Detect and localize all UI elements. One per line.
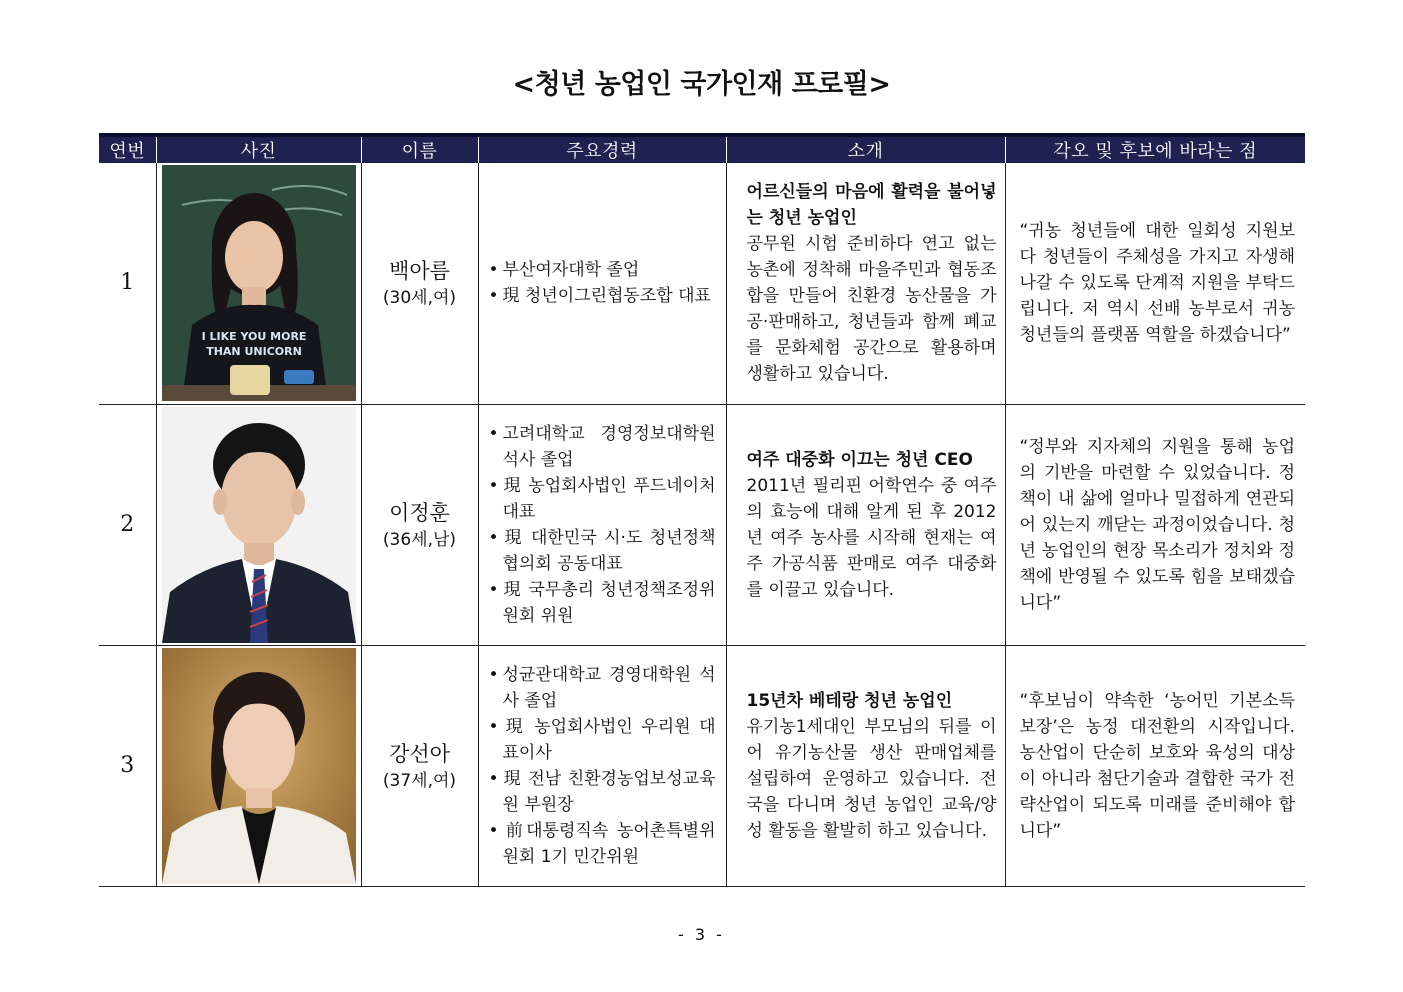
career-item: • 現 대한민국 시·도 청년정책협의회 공동대표 <box>488 527 716 574</box>
career-item: • 現 청년이그린협동조합 대표 <box>488 286 711 307</box>
table-row <box>99 404 1305 645</box>
person-name: 이정훈 <box>389 500 450 525</box>
career-item: • 前대통령직속 농어촌특별위원회 1기 민간위원 <box>488 820 716 867</box>
intro-title: 15년차 베테랑 청년 농업인 <box>746 690 953 711</box>
career-item: • 성균관대학교 경영대학원 석사 졸업 <box>488 664 716 711</box>
svg-text:THAN UNICORN: THAN UNICORN <box>205 345 302 359</box>
person-name: 강선아 <box>389 741 450 766</box>
intro-cell <box>726 404 1005 645</box>
name-cell <box>361 404 478 645</box>
header-name: 이름 <box>361 135 478 163</box>
page-title: <청년 농업인 국가인재 프로필> <box>512 69 891 100</box>
person-age: (37세,여) <box>382 770 457 791</box>
person-age: (30세,여) <box>382 288 457 309</box>
table-header-row <box>99 135 1305 163</box>
row-number: 1 <box>99 163 156 404</box>
header-career: 주요경력 <box>478 135 726 163</box>
career-item: • 現 농업회사법인 우리원 대표이사 <box>488 716 716 763</box>
career-item: • 現 농업회사법인 푸드네이처 대표 <box>488 475 716 522</box>
person-age: (36세,남) <box>382 529 457 550</box>
header-number: 연번 <box>109 141 146 162</box>
row-number: 3 <box>99 645 156 886</box>
name-cell <box>361 645 478 886</box>
profile-photo <box>162 165 356 401</box>
person-name: 백아름 <box>389 259 450 284</box>
intro-title: 어르신들의 마음에 활력을 불어넣는 청년 농업인 <box>746 182 997 229</box>
career-cell <box>478 645 726 886</box>
career-item: • 現 전남 친환경농업보성교육원 부원장 <box>488 768 716 815</box>
career-item: • 고려대학교 경영정보대학원 석사 졸업 <box>488 423 716 470</box>
table-row <box>99 163 1305 404</box>
hope-cell: “정부와 지자체의 지원을 통해 농업의 기반을 마련할 수 있었습니다. 정책이 내 삶에 얼마나 밀접하게 연관되어 있는지 깨닫는 과정이었습니다. 청년 농업인의 현장 목소리가 정치와 정책에 반영될 수 있도록 힘을 보태겠습니다” <box>1005 404 1305 645</box>
career-cell <box>478 404 726 645</box>
intro-body: 공무원 시험 준비하다 연고 없는 농촌에 정착해 마을주민과 협동조합을 만들어 친환경 농산물을 가공·판매하고, 청년들과 함께 폐교를 문화체험 공간으로 활용하며 생활하고 있습니다. <box>746 234 997 385</box>
header-photo: 사진 <box>156 135 361 163</box>
career-cell <box>478 163 726 404</box>
hope-cell: “귀농 청년들에 대한 일회성 지원보다 청년들이 주체성을 가지고 자생해 나갈 수 있도록 단계적 지원을 부탁드립니다. 저 역시 선배 농부로서 귀농 청년들의 플랫폼 역할을 하겠습니다” <box>1005 163 1305 404</box>
intro-title: 여주 대중화 이끄는 청년 CEO <box>746 449 973 470</box>
row-number: 2 <box>99 404 156 645</box>
intro-body: 2011년 필리핀 어학연수 중 여주의 효능에 대해 알게 된 후 2012년 여주 농사를 시작해 현재는 여주 가공식품 판매로 여주 대중화를 이끌고 있습니다. <box>746 475 997 600</box>
intro-body: 유기농1세대인 부모님의 뒤를 이어 유기농산물 생산 판매업체를 설립하여 운영하고 있습니다. 전국을 다니며 청년 농업인 교육/양성 활동을 활발히 하고 있습니다. <box>746 716 997 841</box>
hope-cell: “후보님이 약속한 ‘농어민 기본소득 보장’은 농정 대전환의 시작입니다. 농산업이 단순히 보호와 육성의 대상이 아니라 첨단기술과 결합한 국가 전략산업이 되도록 미래를 준비해야 합니다” <box>1005 645 1305 886</box>
header-hope: 각오 및 후보에 바라는 점 <box>1005 135 1305 163</box>
career-item: • 現 국무총리 청년정책조정위원회 위원 <box>488 579 716 626</box>
header-intro: 소개 <box>726 135 1005 163</box>
page-number: - 3 - <box>678 925 725 944</box>
photo-cell <box>156 404 361 645</box>
photo-cell <box>156 163 361 404</box>
intro-cell <box>726 163 1005 404</box>
career-item: • 부산여자대학 졸업 <box>488 260 640 281</box>
profile-photo <box>162 648 356 884</box>
intro-cell <box>726 645 1005 886</box>
photo-cell <box>156 645 361 886</box>
profile-table <box>99 133 1305 887</box>
table-row <box>99 645 1305 886</box>
profile-photo <box>162 407 356 643</box>
svg-text:I LIKE YOU MORE: I LIKE YOU MORE <box>201 330 306 344</box>
name-cell <box>361 163 478 404</box>
